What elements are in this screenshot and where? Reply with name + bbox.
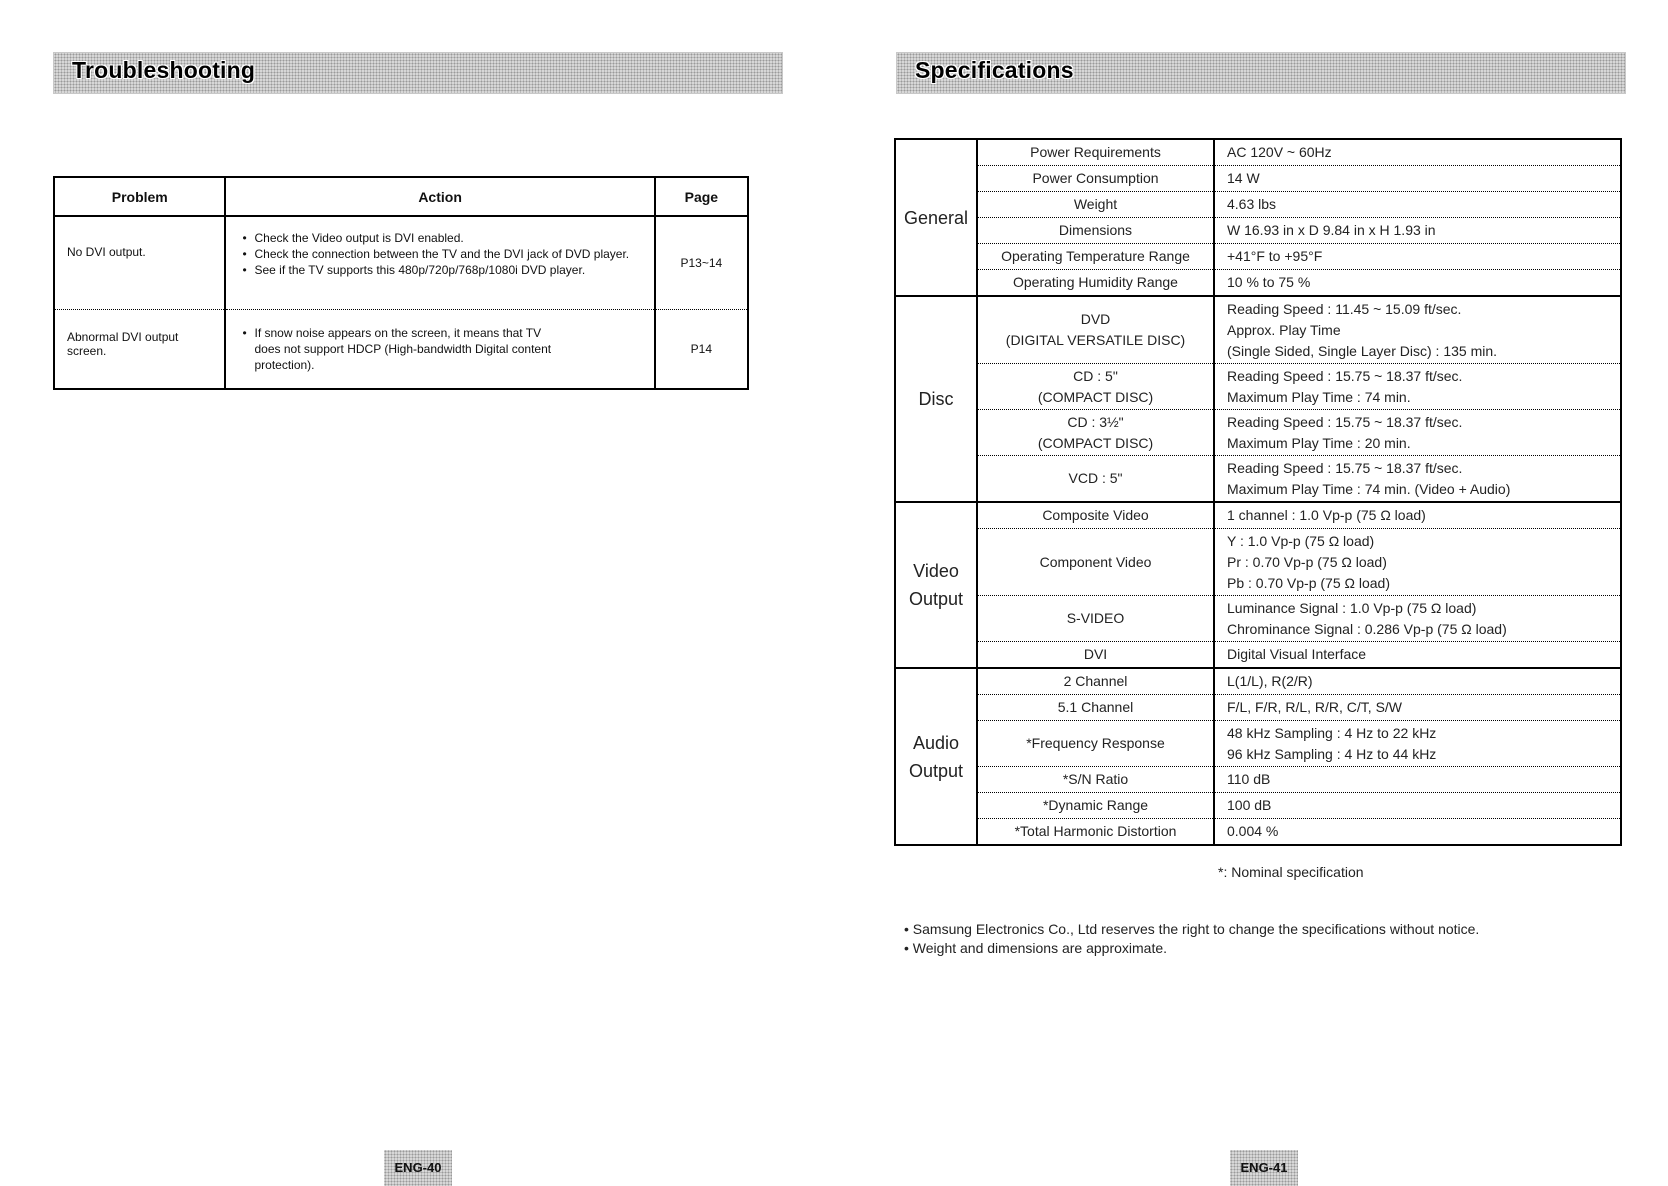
spec-value-line: Reading Speed : 15.75 ~ 18.37 ft/sec. (1227, 413, 1463, 430)
spec-category-label: Disc (918, 389, 954, 409)
spec-name (977, 364, 1214, 410)
spec-value-line: (Single Sided, Single Layer Disc) : 135 min. (1227, 342, 1498, 359)
spec-category-label: General (903, 207, 969, 228)
spec-row (895, 596, 1621, 642)
spec-category-label: Output (908, 589, 964, 609)
spec-row (895, 642, 1621, 669)
spec-row (895, 166, 1621, 192)
spec-value (1214, 819, 1621, 846)
spec-value-line: 10 % to 75 % (1227, 274, 1311, 290)
spec-value-line: Maximum Play Time : 74 min. (1227, 388, 1411, 405)
spec-row (895, 364, 1621, 410)
notice-list (904, 920, 1479, 958)
spec-name (977, 456, 1214, 503)
spec-value (1214, 793, 1621, 819)
spec-value-line: 48 kHz Sampling : 4 Hz to 22 kHz (1227, 724, 1437, 741)
page-number: ENG-41 (1230, 1150, 1298, 1186)
spec-value-line: 96 kHz Sampling : 4 Hz to 44 kHz (1227, 745, 1437, 762)
action-item: • If snow noise appears on the screen, it means that TV does not support HDCP (High-bandwidth Digital content protection). (226, 325, 653, 373)
problem-text: No DVI output. (67, 245, 146, 259)
spec-name (977, 296, 1214, 364)
spec-name-line: VCD : 5" (1068, 470, 1123, 486)
spec-value-line: AC 120V ~ 60Hz (1227, 144, 1332, 160)
spec-value (1214, 218, 1621, 244)
spec-value-line: 4.63 lbs (1227, 196, 1277, 212)
spec-value-line: 110 dB (1227, 771, 1271, 787)
spec-row (895, 695, 1621, 721)
spec-name (977, 270, 1214, 297)
spec-value-line: +41°F to +95°F (1227, 248, 1323, 264)
page-cell: P14 (690, 342, 713, 356)
spec-name-line: *S/N Ratio (1062, 771, 1129, 787)
spec-value-line: Y : 1.0 Vp-p (75 Ω load) (1227, 532, 1375, 549)
spec-name (977, 502, 1214, 529)
spec-name-line: Operating Humidity Range (1013, 274, 1178, 290)
spec-row (895, 668, 1621, 695)
spec-value (1214, 502, 1621, 529)
troubleshooting-title: Troubleshooting (72, 57, 256, 83)
nominal-footnote: *: Nominal specification (1218, 864, 1364, 880)
spec-name-line: Composite Video (1042, 507, 1149, 523)
spec-name (977, 819, 1214, 846)
spec-category (895, 296, 977, 502)
spec-row (895, 793, 1621, 819)
spec-category (895, 502, 977, 668)
spec-value-line: Maximum Play Time : 20 min. (1227, 434, 1411, 451)
spec-category-label: Output (908, 760, 964, 781)
spec-value (1214, 695, 1621, 721)
spec-row (895, 192, 1621, 218)
table-row (54, 310, 748, 390)
spec-value (1214, 529, 1621, 596)
spec-value (1214, 139, 1621, 166)
spec-row (895, 456, 1621, 503)
table-row (54, 216, 748, 310)
spec-row (895, 296, 1621, 364)
spec-value-line: 1 channel : 1.0 Vp-p (75 Ω load) (1227, 507, 1426, 523)
spec-name-line: 2 Channel (1063, 673, 1128, 689)
spec-name (977, 244, 1214, 270)
spec-row (895, 767, 1621, 793)
spec-name-line: CD : 3½" (1067, 413, 1124, 430)
column-header-problem: Problem (54, 177, 225, 216)
table-header-row (54, 177, 748, 216)
notice-item: • Weight and dimensions are approximate. (904, 939, 1479, 958)
spec-name (977, 218, 1214, 244)
column-header-page: Page (655, 177, 748, 216)
spec-name-line: (DIGITAL VERSATILE DISC) (1005, 332, 1186, 348)
spec-name-line: (COMPACT DISC) (1037, 388, 1154, 405)
problem-cell (54, 310, 225, 390)
specifications-page (834, 0, 1668, 1180)
spec-value (1214, 166, 1621, 192)
spec-name-line: Power Requirements (1030, 144, 1161, 160)
spec-value-line: Pb : 0.70 Vp-p (75 Ω load) (1227, 574, 1391, 591)
spec-value-line: 14 W (1227, 170, 1260, 186)
notice-item: • Samsung Electronics Co., Ltd reserves the right to change the specifications without notice. (904, 920, 1479, 939)
spec-row (895, 139, 1621, 166)
spec-value (1214, 642, 1621, 669)
specifications-table (894, 138, 1622, 846)
action-item: • Check the Video output is DVI enabled. (226, 230, 653, 246)
spec-value (1214, 270, 1621, 297)
troubleshooting-table (53, 176, 749, 390)
spec-value (1214, 296, 1621, 364)
spec-value (1214, 456, 1621, 503)
spec-value-line: Approx. Play Time (1227, 321, 1341, 338)
action-item: • See if the TV supports this 480p/720p/768p/1080i DVD player. (226, 262, 653, 278)
spec-value-line: Luminance Signal : 1.0 Vp-p (75 Ω load) (1227, 599, 1477, 616)
spec-category (895, 668, 977, 845)
spec-value (1214, 192, 1621, 218)
spec-name (977, 529, 1214, 596)
spec-name (977, 793, 1214, 819)
troubleshooting-page (0, 0, 834, 1180)
page-cell: P13~14 (655, 216, 748, 310)
spec-name-line: *Total Harmonic Distortion (1014, 823, 1177, 839)
problem-cell (54, 216, 225, 310)
action-list (226, 310, 653, 373)
spec-category-label: Audio (912, 732, 960, 753)
spec-name (977, 695, 1214, 721)
spec-row (895, 502, 1621, 529)
spec-value (1214, 668, 1621, 695)
spec-name-line: (COMPACT DISC) (1037, 434, 1154, 451)
page-number: ENG-40 (384, 1150, 452, 1186)
specifications-title: Specifications (915, 57, 1074, 83)
problem-text: Abnormal DVI output screen. (67, 330, 179, 358)
spec-row (895, 218, 1621, 244)
spec-row (895, 270, 1621, 297)
spec-value (1214, 244, 1621, 270)
spec-name (977, 721, 1214, 767)
spec-name-line: Power Consumption (1032, 170, 1159, 186)
spec-value (1214, 721, 1621, 767)
spec-value-line: 0.004 % (1227, 823, 1279, 839)
action-item: • Check the connection between the TV and the DVI jack of DVD player. (226, 246, 653, 262)
spec-name (977, 668, 1214, 695)
spec-value-line: L(1/L), R(2/R) (1227, 673, 1313, 689)
spec-value-line: Reading Speed : 15.75 ~ 18.37 ft/sec. (1227, 367, 1463, 384)
spec-value-line: Chrominance Signal : 0.286 Vp-p (75 Ω load) (1227, 620, 1507, 637)
spec-name-line: CD : 5" (1073, 367, 1118, 384)
spec-name (977, 410, 1214, 456)
spec-category (895, 139, 977, 296)
spec-name-line: DVD (1080, 311, 1111, 327)
spec-value (1214, 410, 1621, 456)
action-cell (225, 310, 654, 390)
action-cell (225, 216, 654, 310)
spec-value-line: Reading Speed : 11.45 ~ 15.09 ft/sec. (1227, 300, 1462, 317)
spec-value-line: Reading Speed : 15.75 ~ 18.37 ft/sec. (1227, 459, 1463, 476)
action-list (226, 217, 653, 278)
spec-name (977, 642, 1214, 669)
spec-value-line: Pr : 0.70 Vp-p (75 Ω load) (1227, 553, 1387, 570)
spec-name-line: S-VIDEO (1066, 610, 1125, 626)
spec-row (895, 529, 1621, 596)
spec-name-line: Operating Temperature Range (1001, 248, 1190, 264)
spec-row (895, 244, 1621, 270)
specifications-header (896, 52, 1626, 94)
spec-value (1214, 596, 1621, 642)
spec-value-line: W 16.93 in x D 9.84 in x H 1.93 in (1227, 222, 1436, 238)
spec-value-line: Maximum Play Time : 74 min. (Video + Audio) (1227, 480, 1511, 497)
spec-row (895, 410, 1621, 456)
spec-value-line: Digital Visual Interface (1227, 646, 1367, 662)
spec-value (1214, 767, 1621, 793)
spec-name (977, 139, 1214, 166)
spec-name-line: Weight (1073, 196, 1118, 212)
spec-name-line: *Dynamic Range (1042, 797, 1149, 813)
spec-name-line: Component Video (1039, 553, 1152, 570)
spec-name-line: Dimensions (1058, 222, 1133, 238)
spec-name-line: DVI (1083, 646, 1108, 662)
troubleshooting-header (53, 52, 783, 94)
spec-value (1214, 364, 1621, 410)
spec-row (895, 721, 1621, 767)
spec-name (977, 192, 1214, 218)
spec-name (977, 767, 1214, 793)
spec-name (977, 166, 1214, 192)
spec-value-line: 100 dB (1227, 797, 1272, 813)
spec-row (895, 819, 1621, 846)
spec-name-line: *Frequency Response (1026, 735, 1165, 751)
spec-name-line: 5.1 Channel (1057, 699, 1134, 715)
spec-name (977, 596, 1214, 642)
spec-value-line: F/L, F/R, R/L, R/R, C/T, S/W (1227, 699, 1403, 715)
spec-category-label: Video (913, 561, 959, 581)
column-header-action: Action (225, 177, 654, 216)
